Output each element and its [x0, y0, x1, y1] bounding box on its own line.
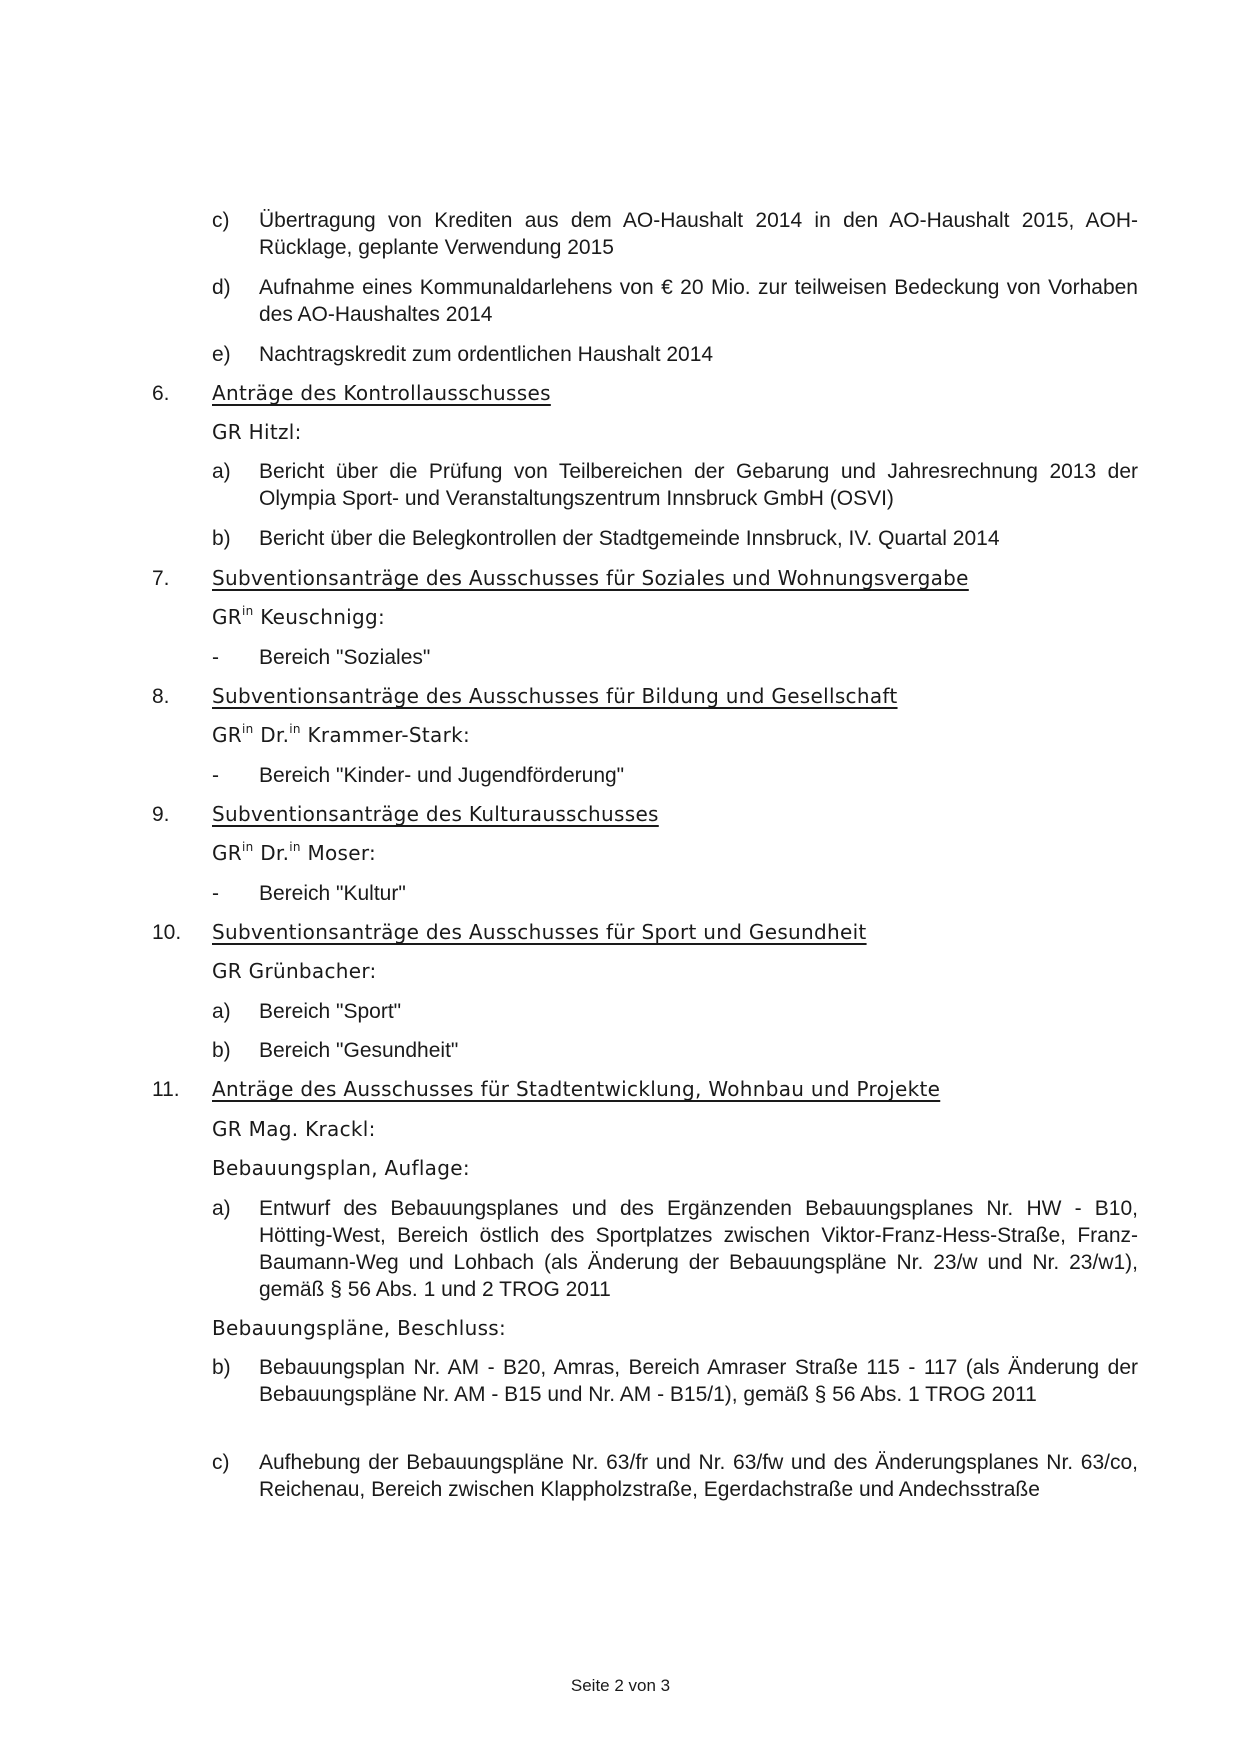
item-11b-text: Bebauungsplan Nr. AM - B20, Amras, Bereich Amraser Straße 115 - 117 (als Änderung der Bebauungspläne Nr. AM - B15 und Nr. AM - B15/1), gemäß § 56 Abs. 1 TROG 2011	[259, 1356, 1138, 1406]
item-10b-text: Bereich "Gesundheit"	[259, 1039, 459, 1062]
item-5c-text: Übertragung von Krediten aus dem AO-Haushalt 2014 in den AO-Haushalt 2015, AOH-Rücklage, geplante Verwendung 2015	[259, 209, 1138, 259]
item-10b-label: b)	[212, 1039, 231, 1062]
item-8-text: Bereich "Kinder- und Jugendförderung"	[259, 764, 625, 787]
item-11b-label: b)	[212, 1356, 231, 1379]
item-11-subheading-beschluss: Bebauungspläne, Beschluss:	[212, 1316, 507, 1340]
page-number-footer: Seite 2 von 3	[570, 1676, 671, 1695]
item-10a-text: Bereich "Sport"	[259, 1000, 402, 1023]
item-11-heading: Anträge des Ausschusses für Stadtentwicklung, Wohnbau und Projekte	[212, 1077, 941, 1101]
item-10-speaker: GR Grünbacher:	[212, 959, 377, 983]
item-7-number: 7.	[152, 567, 170, 590]
item-9-speaker: $GR^{in}$ Dr.$^{in}$ Moser:	[212, 840, 377, 865]
item-5d-text: Aufnahme eines Kommunaldarlehens von € 20 Mio. zur teilweisen Bedeckung von Vorhaben des AO-Haushaltes 2014	[259, 276, 1138, 326]
item-11a-text: Entwurf des Bebauungsplanes und des Ergänzenden Bebauungsplanes Nr. HW - B10, Hötting-West, Bereich östlich des Sportplatzes zwischen Viktor-Franz-Hess-Straße, Franz-Baumann-Weg und Lohbach (als Änderung der Bebauungspläne Nr. 23/w und Nr. 23/w1), gemäß § 56 Abs. 1 und 2 TROG 2011	[259, 1197, 1138, 1301]
item-11-subheading-auflage: Bebauungsplan, Auflage:	[212, 1156, 470, 1180]
item-5e-label: e)	[212, 343, 231, 366]
item-7-heading: Subventionsanträge des Ausschusses für Soziales und Wohnungsvergabe	[212, 566, 969, 590]
item-8-heading: Subventionsanträge des Ausschusses für Bildung und Gesellschaft	[212, 684, 898, 708]
item-6-heading: Anträge des Kontrollausschusses	[212, 381, 551, 405]
item-11-number: 11.	[152, 1078, 180, 1101]
item-11-speaker: GR Mag. Krackl:	[212, 1117, 376, 1141]
item-7-text: Bereich "Soziales"	[259, 646, 431, 669]
item-9-dash: -	[212, 882, 219, 905]
item-9-number: 9.	[152, 803, 170, 826]
item-9-text: Bereich "Kultur"	[259, 882, 406, 905]
item-6b-text: Bericht über die Belegkontrollen der Stadtgemeinde Innsbruck, IV. Quartal 2014	[259, 527, 1000, 550]
item-7-dash: -	[212, 646, 219, 669]
item-8-number: 8.	[152, 685, 170, 708]
item-8-dash: -	[212, 764, 219, 787]
item-11a-label: a)	[212, 1197, 231, 1220]
item-5e-text: Nachtragskredit zum ordentlichen Haushalt 2014	[259, 343, 714, 366]
item-6-speaker: GR Hitzl:	[212, 420, 302, 444]
item-8-speaker: $GR^{in}$ Dr.$^{in}$ Krammer-Stark:	[212, 722, 471, 747]
item-11c-label: c)	[212, 1451, 230, 1474]
item-9-heading: Subventionsanträge des Kulturausschusses	[212, 802, 659, 826]
item-6a-label: a)	[212, 460, 231, 483]
item-6-number: 6.	[152, 382, 170, 405]
item-10-number: 10.	[152, 921, 182, 944]
item-11c-text: Aufhebung der Bebauungspläne Nr. 63/fr und Nr. 63/fw und des Änderungsplanes Nr. 63/co, Reichenau, Bereich zwischen Klappholzstraße, Egerdachstraße und Andechsstraße	[259, 1451, 1138, 1501]
item-5c-label: c)	[212, 209, 230, 232]
item-6a-text: Bericht über die Prüfung von Teilbereichen der Gebarung und Jahresrechnung 2013 der Olympia Sport- und Veranstaltungszentrum Innsbruck GmbH (OSVI)	[259, 460, 1138, 510]
item-6b-label: b)	[212, 527, 231, 550]
item-10a-label: a)	[212, 1000, 231, 1023]
item-7-speaker: $GR^{in}$ Keuschnigg:	[212, 604, 386, 629]
item-5d-label: d)	[212, 276, 231, 299]
item-10-heading: Subventionsanträge des Ausschusses für Sport und Gesundheit	[212, 920, 867, 944]
